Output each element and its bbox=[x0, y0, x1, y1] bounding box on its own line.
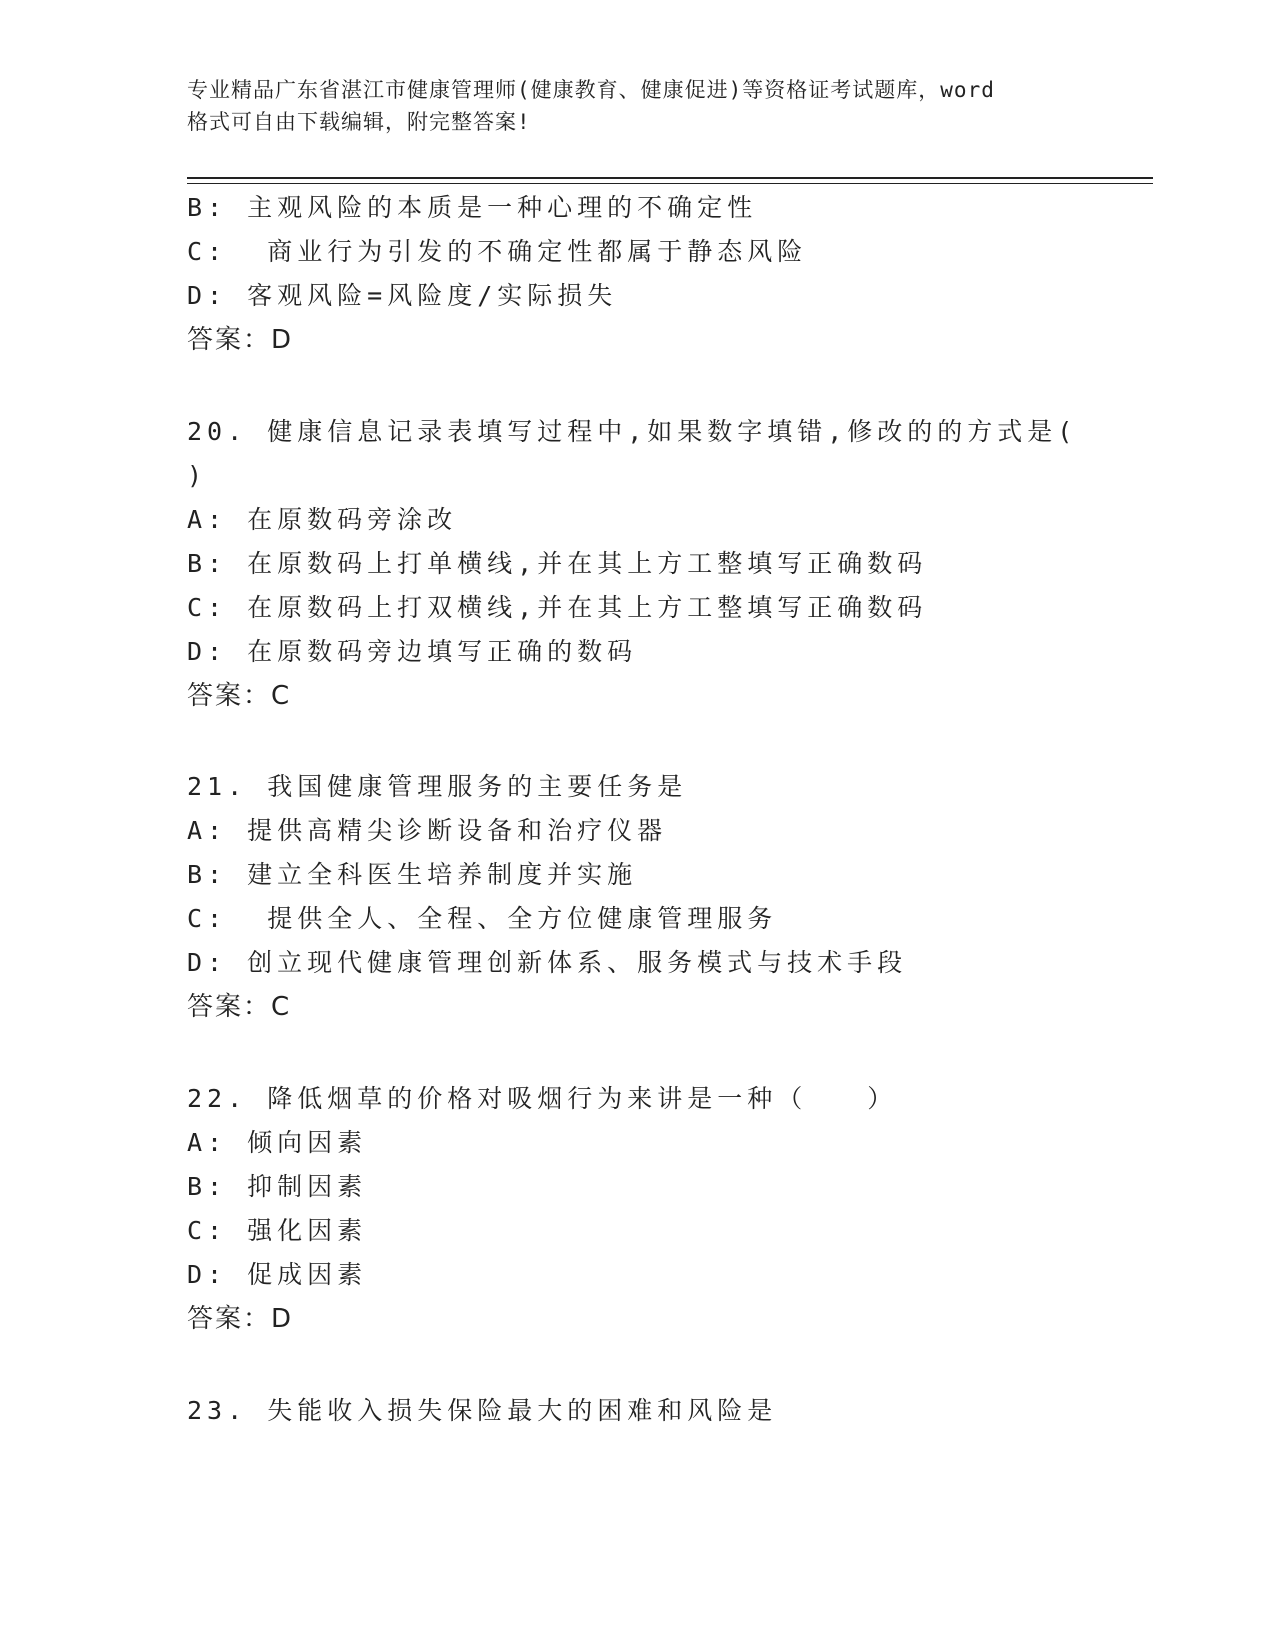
q20-option-d: D: 在原数码旁边填写正确的数码 bbox=[187, 637, 638, 666]
header-line-2: 格式可自由下载编辑，附完整答案! bbox=[187, 110, 531, 134]
header-divider-thin bbox=[187, 183, 1153, 184]
q19-option-d: D: 客观风险=风险度/实际损失 bbox=[187, 281, 618, 310]
q20-option-b: B: 在原数码上打单横线,并在其上方工整填写正确数码 bbox=[187, 549, 928, 578]
q19-option-c: C: 商业行为引发的不确定性都属于静态风险 bbox=[187, 237, 808, 266]
q19-option-b: B: 主观风险的本质是一种心理的不确定性 bbox=[187, 193, 758, 222]
q22-answer: 答案：D bbox=[187, 1304, 294, 1334]
q21-option-d: D: 创立现代健康管理创新体系、服务模式与技术手段 bbox=[187, 948, 908, 977]
q21-option-c: C: 提供全人、全程、全方位健康管理服务 bbox=[187, 904, 778, 933]
q21-answer: 答案：C bbox=[187, 992, 292, 1022]
q21-stem: 21. 我国健康管理服务的主要任务是 bbox=[187, 772, 688, 801]
q20-answer: 答案：C bbox=[187, 681, 292, 711]
header-divider-thick bbox=[187, 177, 1153, 179]
q21-option-a: A: 提供高精尖诊断设备和治疗仪器 bbox=[187, 816, 668, 845]
q22-option-c: C: 强化因素 bbox=[187, 1216, 368, 1245]
q20-option-a: A: 在原数码旁涂改 bbox=[187, 505, 458, 534]
q22-option-b: B: 抑制因素 bbox=[187, 1172, 368, 1201]
q23-stem: 23. 失能收入损失保险最大的困难和风险是 bbox=[187, 1396, 778, 1425]
q22-option-d: D: 促成因素 bbox=[187, 1260, 368, 1289]
q20-option-c: C: 在原数码上打双横线,并在其上方工整填写正确数码 bbox=[187, 593, 928, 622]
page-header bbox=[187, 74, 1087, 138]
q22-option-a: A: 倾向因素 bbox=[187, 1128, 368, 1157]
header-line-1: 专业精品广东省湛江市健康管理师(健康教育、健康促进)等资格证考试题库，word bbox=[187, 78, 995, 102]
q19-answer: 答案：D bbox=[187, 325, 294, 355]
q22-stem: 22. 降低烟草的价格对吸烟行为来讲是一种（ ） bbox=[187, 1084, 898, 1113]
q20-stem-line-2: ) bbox=[187, 461, 208, 490]
q20-stem-line-1: 20. 健康信息记录表填写过程中,如果数字填错,修改的的方式是( bbox=[187, 417, 1078, 446]
q21-option-b: B: 建立全科医生培养制度并实施 bbox=[187, 860, 638, 889]
